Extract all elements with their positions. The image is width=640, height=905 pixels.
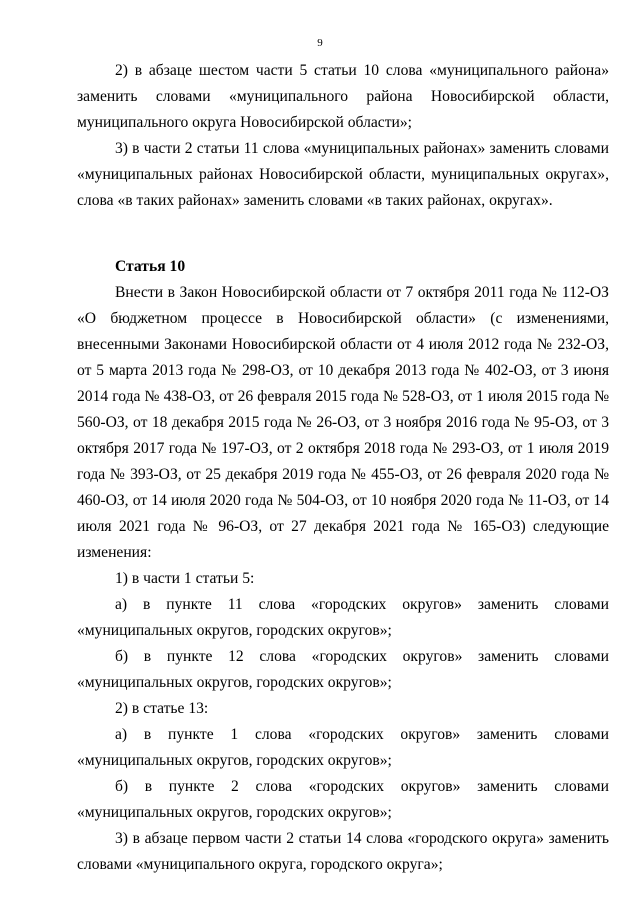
paragraph: 3) в части 2 статьи 11 слова «муниципальных районах» заменить словами «муниципальных районах Новосибирской области, муниципальных округах», слова «в таких районах» заменить словами «в таких районах, округах».	[77, 140, 609, 209]
paragraph: 2) в статье 13:	[115, 700, 209, 717]
paragraph: б) в пункте 2 слова «городских округов» заменить словами «муниципальных округов, городских округов»;	[77, 778, 609, 821]
paragraph: Внести в Закон Новосибирской области от 7 октября 2011 года № 112-ОЗ «О бюджетном процессе в Новосибирской области» (с изменениями, внесенными Законами Новосибирской области от 4 июля 2012 года № 232-ОЗ, от 5 марта 2013 года № 298-ОЗ, от 10 декабря 2013 года № 402-ОЗ, от 3 июня 2014 года № 438-ОЗ, от 26 февраля 2015 года № 528-ОЗ, от 1 июля 2015 года № 560-ОЗ, от 18 декабря 2015 года № 26-ОЗ, от 3 ноября 2016 года № 95-ОЗ, от 3 октября 2017 года № 197-ОЗ, от 2 октября 2018 года № 293-ОЗ, от 1 июля 2019 года № 393-ОЗ, от 25 декабря 2019 года № 455-ОЗ, от 26 февраля 2020 года № 460-ОЗ, от 14 июля 2020 года № 504-ОЗ, от 10 ноября 2020 года № 11-ОЗ, от 14 июля 2021 года № 96-ОЗ, от 27 декабря 2021 года № 165-ОЗ) следующие изменения:	[77, 284, 609, 561]
article-heading: Статья 10	[115, 258, 186, 275]
paragraph: б) в пункте 12 слова «городских округов» заменить словами «муниципальных округов, городских округов»;	[77, 648, 609, 691]
paragraph: 3) в абзаце первом части 2 статьи 14 слова «городского округа» заменить словами «муниципального округа, городского округа»;	[77, 830, 609, 873]
paragraph: а) в пункте 1 слова «городских округов» заменить словами «муниципальных округов, городских округов»;	[77, 726, 609, 769]
page-number: 9	[317, 37, 323, 49]
paragraph: 1) в части 1 статьи 5:	[115, 570, 255, 587]
paragraph: 2) в абзаце шестом части 5 статьи 10 слова «муниципального района» заменить словами «муниципального района Новосибирской области, муниципального округа Новосибирской области»;	[77, 62, 609, 131]
document-body	[77, 58, 609, 878]
paragraph: а) в пункте 11 слова «городских округов» заменить словами «муниципальных округов, городских округов»;	[77, 596, 609, 639]
